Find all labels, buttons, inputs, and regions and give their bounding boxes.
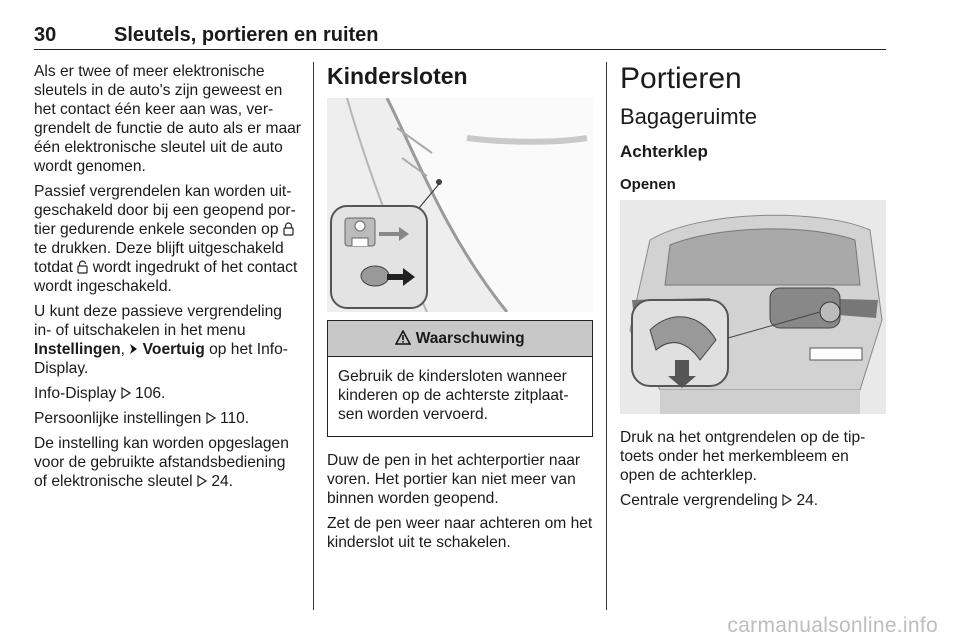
child-lock-illustration <box>327 98 593 312</box>
menu-item-vehicle: Voertuig <box>142 341 205 358</box>
column-divider-1 <box>313 62 314 610</box>
heading-luggage-space: Bagageruimte <box>620 104 757 129</box>
heading-opening: Openen <box>620 176 676 193</box>
reference-central-locking: Centrale vergrendeling 24. <box>620 492 819 509</box>
paragraph-storage-setting: De instelling kan worden opgeslagen voor de gebruikte afstandsbediening of elektronische sleutel 24. <box>34 435 289 490</box>
menu-item-settings: Instellingen <box>34 341 121 358</box>
paragraph-multiple-keys: Als er twee of meer elektronische sleutels in de auto's zijn geweest en het contact één keer aan was, vergrendelt de functie de auto als er maar één elektronische sleutel uit de auto wordt genomen. <box>34 63 301 175</box>
lock-icon <box>283 222 294 236</box>
triangle-right-icon <box>121 387 131 399</box>
reference-info-display: Info-Display 106. <box>34 385 166 402</box>
heading-doors: Portieren <box>620 62 742 95</box>
column-divider-2 <box>606 62 607 610</box>
warning-header <box>328 321 592 357</box>
filled-arrow-icon <box>129 343 138 355</box>
triangle-right-icon <box>197 475 207 487</box>
heading-child-locks: Kindersloten <box>327 63 468 89</box>
watermark: carmanualsonline.info <box>727 614 938 637</box>
warning-box <box>327 320 593 437</box>
triangle-right-icon <box>206 412 216 424</box>
triangle-right-icon <box>782 494 792 506</box>
warning-text: Gebruik de kindersloten wanneer kinderen op de achterste zitplaatsen worden vervoerd. <box>338 368 569 423</box>
heading-tailgate: Achterklep <box>620 142 708 161</box>
unlock-icon <box>77 260 88 274</box>
column-right <box>620 62 886 516</box>
column-left <box>34 62 302 497</box>
reference-personal-settings: Persoonlijke instellingen 110. <box>34 410 250 427</box>
warning-triangle-icon <box>395 330 411 345</box>
paragraph-passive-locking: Passief vergrendelen kan worden uitgeschakeld door bij een geopend portier gedurende enkele seconden op te drukken. Deze blijft uitgeschakeld totdat wordt ingedrukt of het contact wordt ingeschakeld. <box>34 183 298 295</box>
paragraph-open-tailgate: Druk na het ontgrendelen op de tiptoets onder het merkembleem en open de achterklep. <box>620 429 866 484</box>
paragraph-child-lock-off: Zet de pen weer naar achteren om het kinderslot uit te schakelen. <box>327 515 593 551</box>
paragraph-child-lock-on: Duw de pen in het achterportier naar voren. Het portier kan niet meer van binnen worden geopend. <box>327 452 581 507</box>
running-title: Sleutels, portieren en ruiten <box>114 24 379 46</box>
paragraph-menu-settings: U kunt deze passieve vergrendeling in- of uitschakelen in het menu Instellingen, Voertuig op het Info-Display. <box>34 303 288 377</box>
page-number: 30 <box>34 24 57 46</box>
warning-title: Waarschuwing <box>415 330 525 347</box>
tailgate-illustration <box>620 200 886 414</box>
page-header <box>34 22 886 50</box>
column-middle <box>327 62 593 558</box>
